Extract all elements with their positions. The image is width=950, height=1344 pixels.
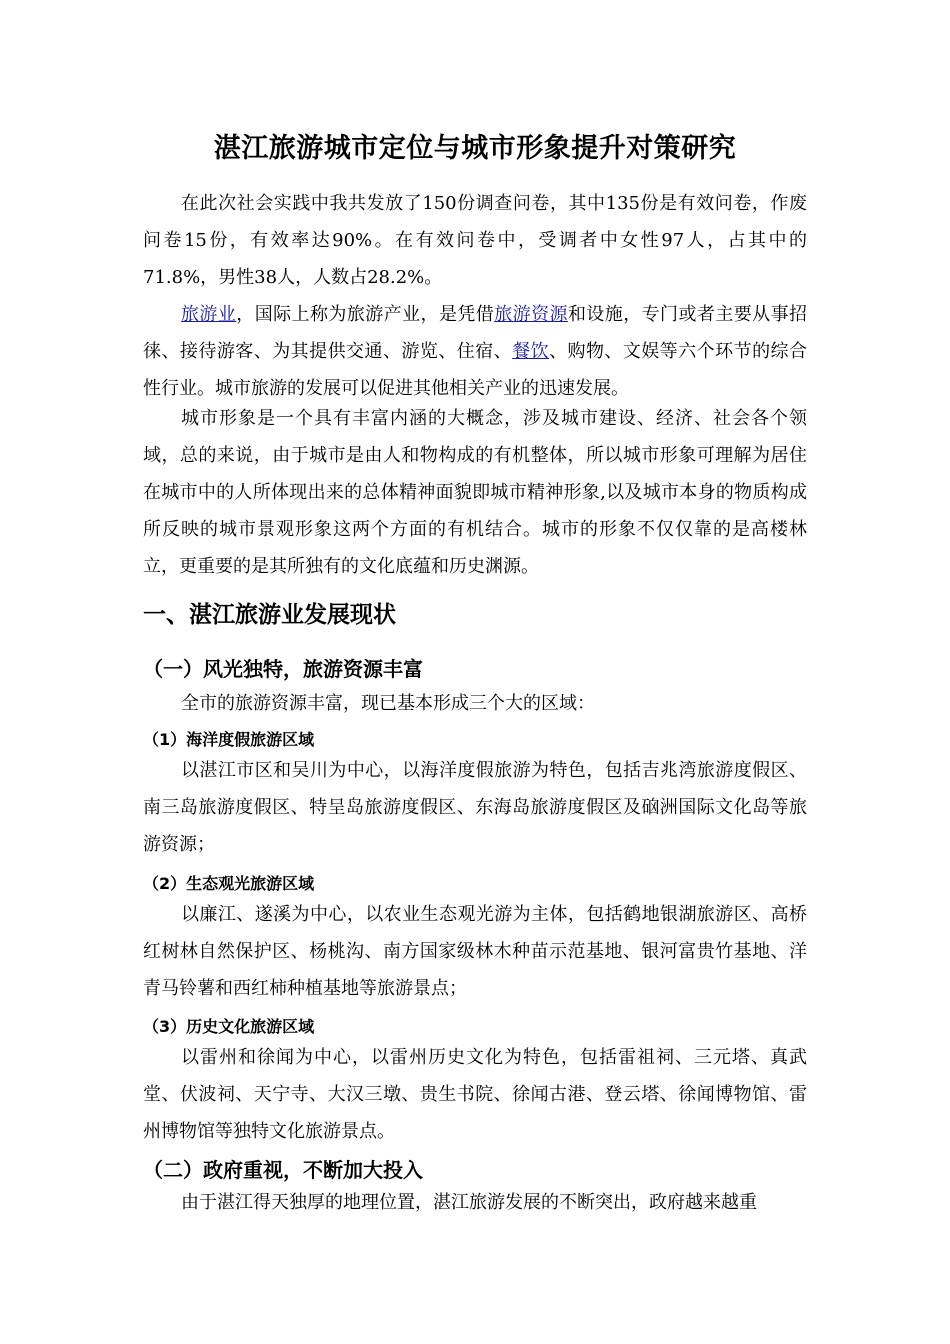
text-segment: 、购物、文娱等六个环节的综合性行业。城市旅游的发展可以促进其他相关产业的迅速发展。 <box>143 341 808 399</box>
text-segment: ，国际上称为旅游产业，是凭借 <box>236 304 495 325</box>
subsection-1-paragraph: 全市的旅游资源丰富，现已基本形成三个大的区域： <box>181 693 595 714</box>
section-heading-1: 一、湛江旅游业发展现状 <box>143 602 396 628</box>
area-heading-3: （3）历史文化旅游区域 <box>143 1017 315 1036</box>
intro-paragraph-city-image: 城市形象是一个具有丰富内涵的大概念，涉及城市建设、经济、社会各个领域，总的来说，由于城市是由人和物构成的有机整体，所以城市形象可理解为居住在城市中的人所体现出来的总体精神面貌即城市精神形象,以及城市本身的物质构成所反映的城市景观形象这两个方面的有机结合。城市的形象不仅仅靠的是高楼林立，更重要的是其所独有的文化底蕴和历史渊源。 <box>143 408 807 577</box>
text-segment: 和设施，专门或者主要从事招徕、接待游客、为其提供交通、游览、住宿、 <box>143 304 808 362</box>
intro-paragraph-survey: 在此次社会实践中我共发放了150份调查问卷，其中135份是有效问卷，作废问卷15份，有效率达90%。在有效问卷中，受调者中女性97人，占其中的71.8%，男性38人，人数占28.2%。 <box>143 193 807 288</box>
area-paragraph-2: 以廉江、遂溪为中心，以农业生态观光游为主体，包括鹤地银湖旅游区、高桥红树林自然保护区、杨桃沟、南方国家级林木种苗示范基地、银河富贵竹基地、洋青马铃薯和西红柿种植基地等旅游景点； <box>143 904 807 999</box>
subsection-2-paragraph: 由于湛江得天独厚的地理位置，湛江旅游发展的不断突出，政府越来越重 <box>181 1192 757 1213</box>
area-paragraph-1: 以湛江市区和吴川为中心，以海洋度假旅游为特色，包括吉兆湾旅游度假区、南三岛旅游度假区、特呈岛旅游度假区、东海岛旅游度假区及硇洲国际文化岛等旅游资源； <box>143 760 807 855</box>
area-heading-2: （2）生态观光旅游区域 <box>143 874 315 893</box>
link-catering[interactable]: 餐饮 <box>512 341 550 362</box>
intro-paragraph-tourism-definition <box>143 296 807 407</box>
subsection-heading-2: （二）政府重视，不断加大投入 <box>143 1158 423 1182</box>
area-paragraph-3: 以雷州和徐闻为中心，以雷州历史文化为特色，包括雷祖祠、三元塔、真武堂、伏波祠、天宁寺、大汉三墩、贵生书院、徐闻古港、登云塔、徐闻博物馆、雷州博物馆等独特文化旅游景点。 <box>143 1047 807 1142</box>
link-tourism-industry[interactable]: 旅游业 <box>181 304 237 325</box>
subsection-heading-1: （一）风光独特，旅游资源丰富 <box>143 657 423 681</box>
area-heading-1: （1）海洋度假旅游区域 <box>143 730 315 749</box>
document-title: 湛江旅游城市定位与城市形象提升对策研究 <box>213 133 737 164</box>
link-tourism-resources[interactable]: 旅游资源 <box>494 304 568 325</box>
